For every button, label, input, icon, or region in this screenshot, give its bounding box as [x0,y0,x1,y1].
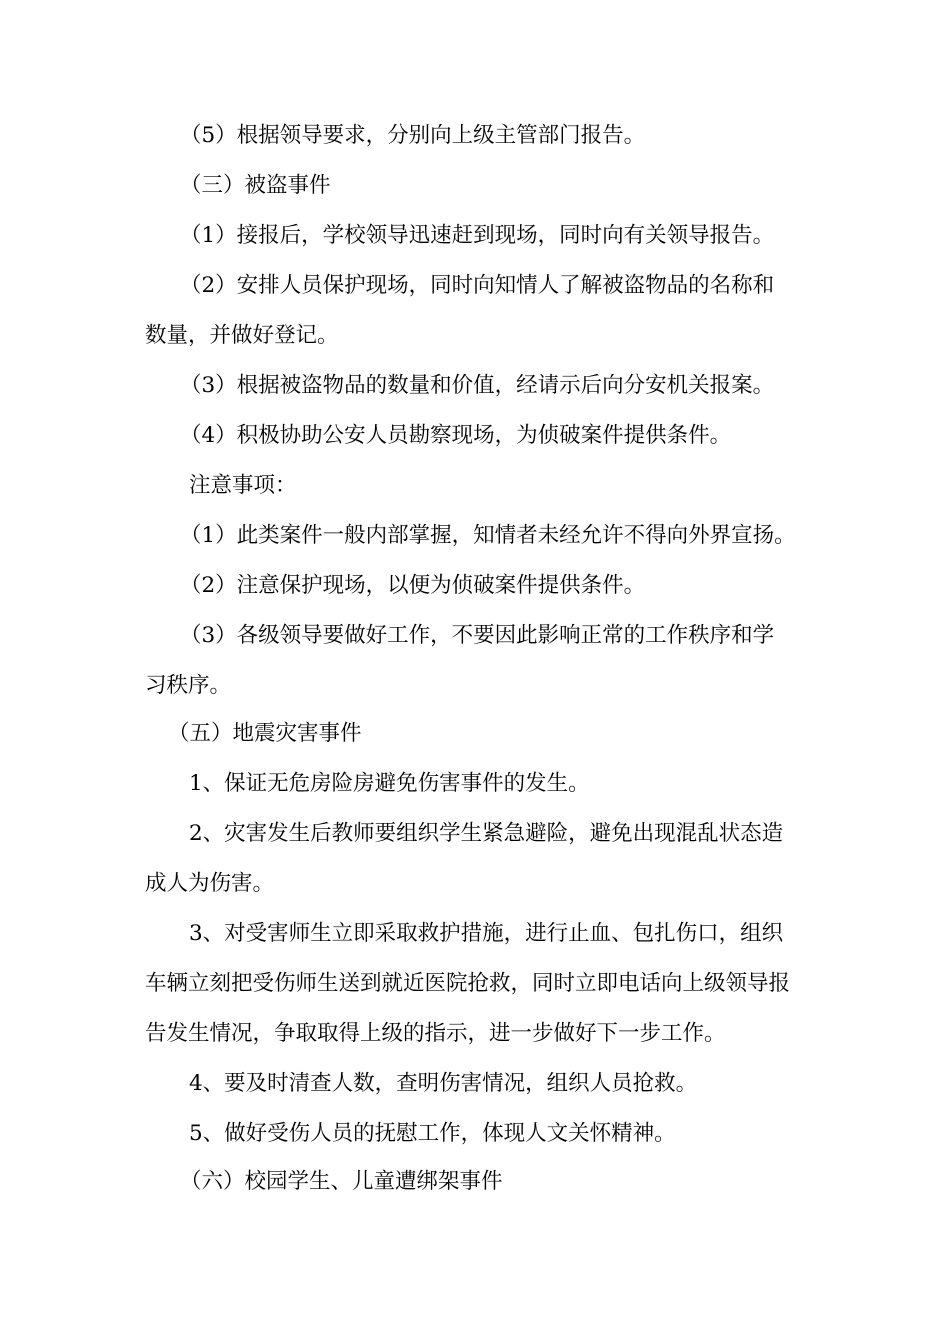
paragraph-line: （2）注意保护现场，以便为侦破案件提供条件。 [180,573,646,598]
paragraph-line: 2、灾害发生后教师要组织学生紧急避险，避免出现混乱状态造 [189,821,784,846]
paragraph-line: （1）接报后，学校领导迅速赶到现场，同时向有关领导报告。 [180,223,775,248]
section-heading: （三）被盗事件 [180,173,331,198]
section-heading: （五）地震灾害事件 [168,721,362,746]
paragraph-line: （3）根据被盗物品的数量和价值，经请示后向分安机关报案。 [180,373,775,398]
paragraph-line: （3）各级领导要做好工作，不要因此影响正常的工作秩序和学 [180,623,775,648]
section-heading: （六）校园学生、儿童遭绑架事件 [180,1169,503,1194]
notes-heading: 注意事项： [189,473,297,498]
paragraph-line: 习秩序。 [145,673,232,698]
paragraph-line: （5）根据领导要求，分别向上级主管部门报告。 [180,123,646,148]
paragraph-line: 数量，并做好登记。 [145,323,339,348]
paragraph-line: 5、做好受伤人员的抚慰工作，体现人文关怀精神。 [189,1121,676,1146]
paragraph-line: （1）此类案件一般内部掌握，知情者未经允许不得向外界宣扬。 [180,523,796,548]
paragraph-line: （2）安排人员保护现场，同时向知情人了解被盗物品的名称和 [180,273,775,298]
paragraph-line: （4）积极协助公安人员勘察现场，为侦破案件提供条件。 [180,423,732,448]
paragraph-line: 4、要及时清查人数，查明伤害情况，组织人员抢救。 [189,1071,698,1096]
paragraph-line: 成人为伤害。 [145,871,275,896]
paragraph-line: 1、保证无危房险房避免伤害事件的发生。 [189,771,590,796]
paragraph-line: 告发生情况，争取取得上级的指示，进一步做好下一步工作。 [145,1021,726,1046]
paragraph-line: 3、对受害师生立即采取救护措施，进行止血、包扎伤口，组织 [189,921,784,946]
paragraph-line: 车辆立刻把受伤师生送到就近医院抢救，同时立即电话向上级领导报 [145,971,791,996]
